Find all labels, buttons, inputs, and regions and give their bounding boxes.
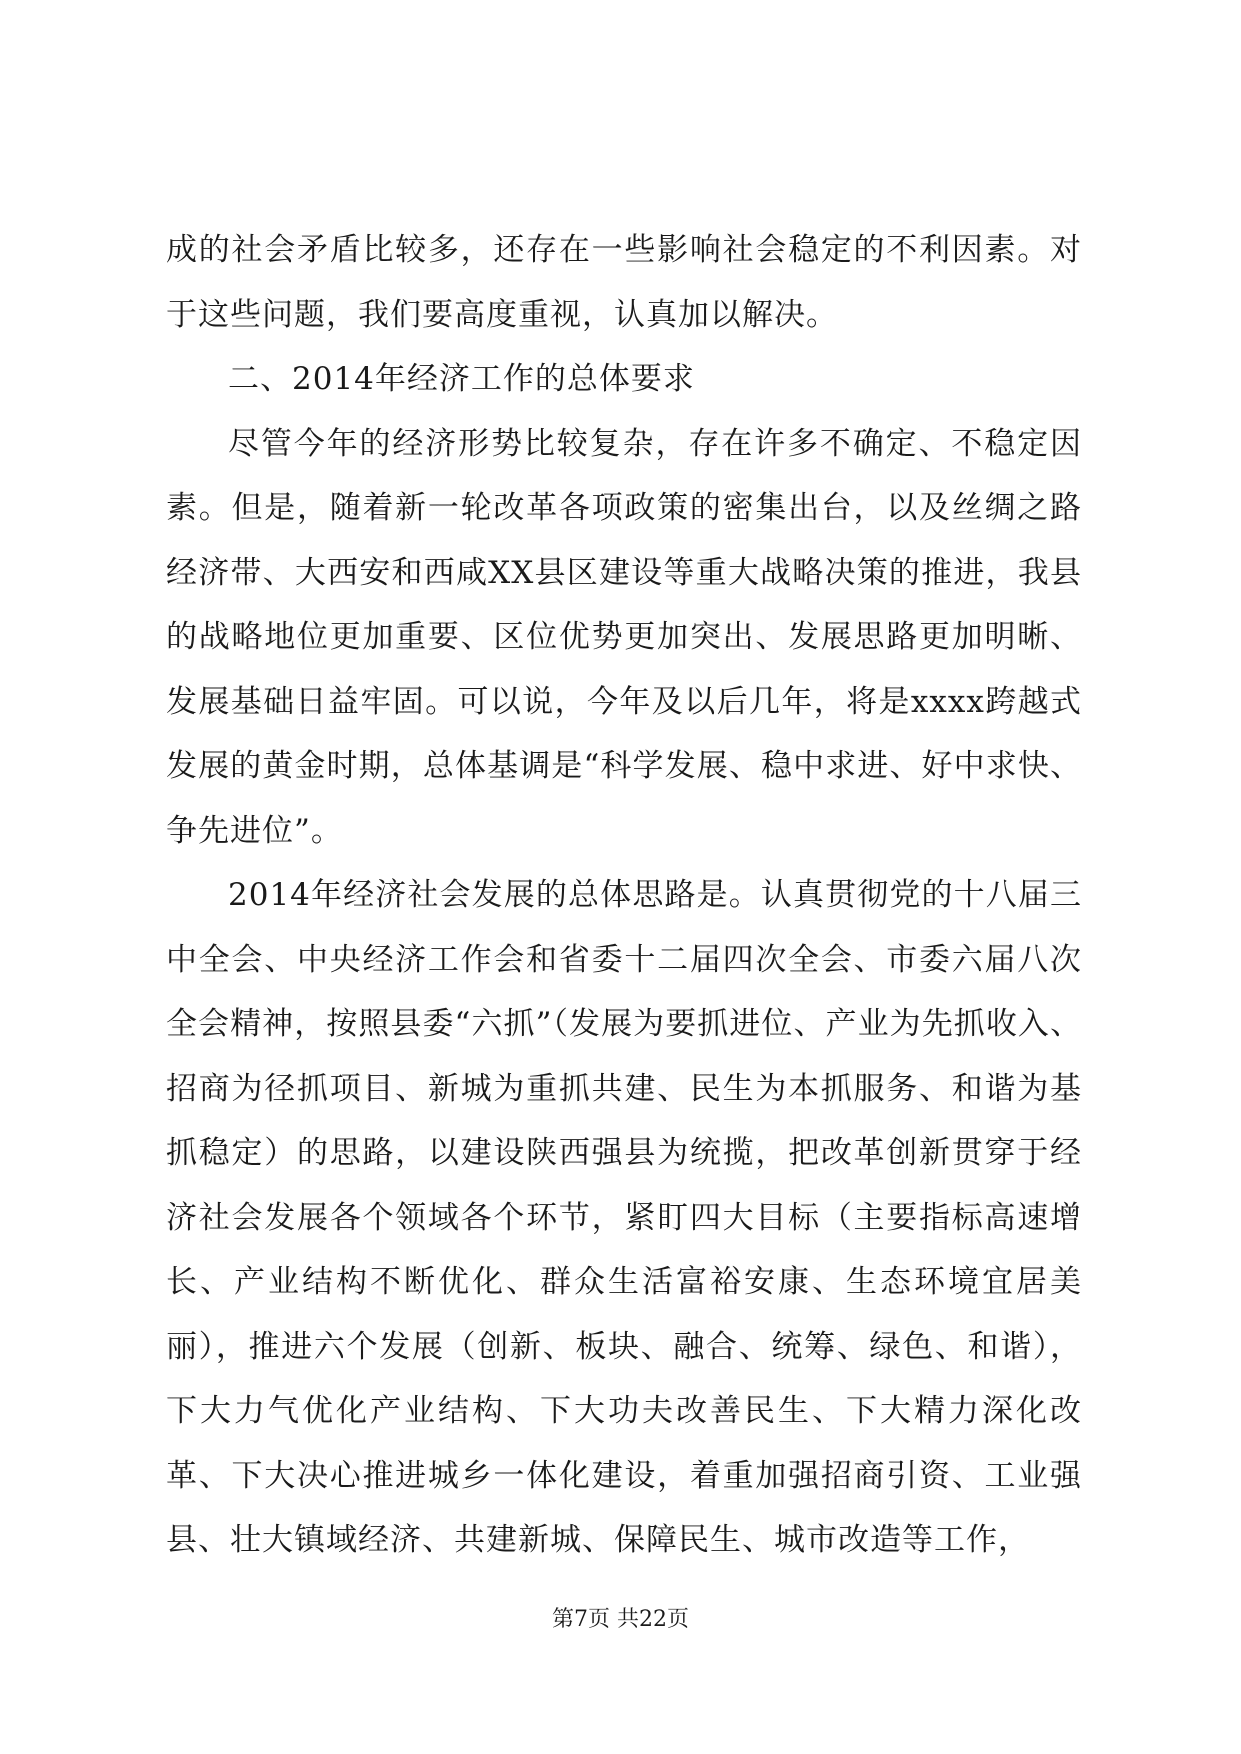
section-heading: 二、2014年经济工作的总体要求 xyxy=(228,361,695,397)
document-body xyxy=(166,218,1082,1573)
paragraph-continuation: 成的社会矛盾比较多，还存在一些影响社会稳定的不利因素。对于这些问题，我们要高度重视，认真加以解决。 xyxy=(166,232,1082,333)
paragraph: 2014年经济社会发展的总体思路是。认真贯彻党的十八届三中全会、中央经济工作会和省委十二届四次全会、市委六届八次全会精神，按照县委“六抓”（发展为要抓进位、产业为先抓收入、招商为径抓项目、新城为重抓共建、民生为本抓服务、和谐为基抓稳定）的思路，以建设陕西强县为统揽，把改革创新贯穿于经济社会发展各个领域各个环节，紧盯四大目标（主要指标高速增长、产业结构不断优化、群众生活富裕安康、生态环境宜居美丽），推进六个发展（创新、板块、融合、统筹、绿色、和谐），下大力气优化产业结构、下大功夫改善民生、下大精力深化改革、下大决心推进城乡一体化建设，着重加强招商引资、工业强县、壮大镇域经济、共建新城、保障民生、城市改造等工作， xyxy=(166,877,1082,1558)
paragraph: 尽管今年的经济形势比较复杂，存在许多不确定、不稳定因素。但是，随着新一轮改革各项政策的密集出台，以及丝绸之路经济带、大西安和西咸XX县区建设等重大战略决策的推进，我县的战略地位更加重要、区位优势更加突出、发展思路更加明晰、发展基础日益牢固。可以说，今年及以后几年，将是xxxx跨越式发展的黄金时期，总体基调是“科学发展、稳中求进、好中求快、争先进位”。 xyxy=(166,425,1082,849)
page-number-footer: 第7页 共22页 xyxy=(552,1607,689,1632)
